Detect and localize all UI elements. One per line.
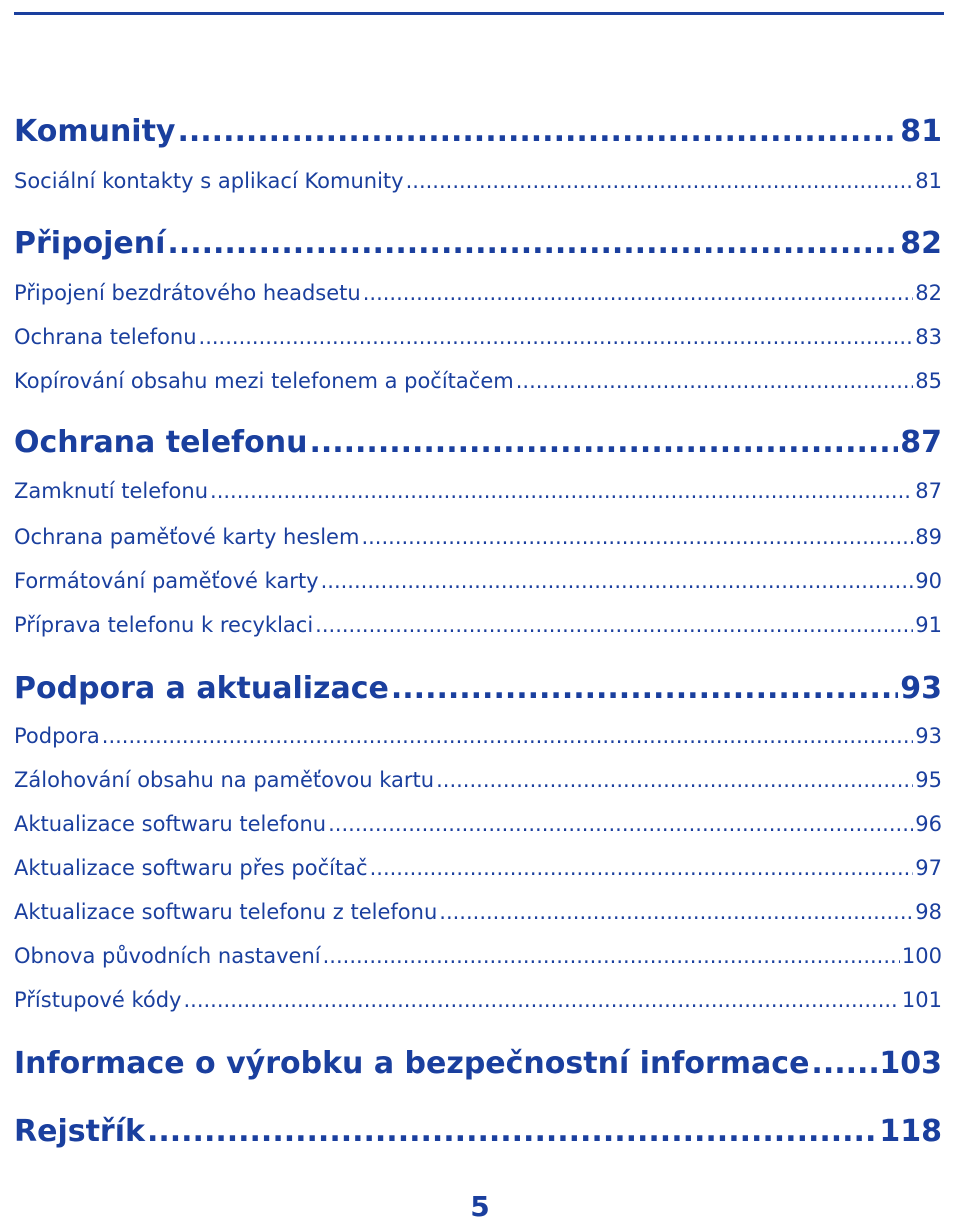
- toc-page: 87: [915, 479, 942, 503]
- leader-dots: [363, 281, 914, 305]
- toc-title: Obnova původních nastavení: [14, 944, 321, 968]
- leader-dots: [177, 114, 898, 149]
- toc-title: Zálohování obsahu na paměťovou kartu: [14, 768, 435, 792]
- toc-title: Aktualizace softwaru telefonu z telefonu: [14, 900, 438, 924]
- toc-heading-podpora-a-aktualizace[interactable]: [14, 671, 942, 706]
- toc-title: Příprava telefonu k recyklaci: [14, 613, 314, 637]
- toc-title: Ochrana telefonu: [14, 425, 308, 460]
- leader-dots: [391, 671, 898, 706]
- toc-entry[interactable]: [14, 856, 942, 880]
- leader-dots: [167, 226, 898, 261]
- toc-page: 91: [915, 613, 942, 637]
- toc-page: 95: [915, 768, 942, 792]
- toc-entry[interactable]: [14, 525, 942, 549]
- toc-entry[interactable]: [14, 479, 942, 503]
- toc-heading-informace-o-vyrobku[interactable]: [14, 1046, 942, 1081]
- toc-title: Podpora a aktualizace: [14, 671, 389, 706]
- leader-dots: [323, 944, 900, 968]
- toc-page: 98: [915, 900, 942, 924]
- toc-page: 81: [915, 169, 942, 193]
- leader-dots: [328, 812, 913, 836]
- leader-dots: [102, 724, 913, 748]
- toc-title: Kopírování obsahu mezi telefonem a počítačem: [14, 369, 514, 393]
- toc-heading-pripojeni[interactable]: [14, 226, 942, 261]
- toc-page: 103: [879, 1046, 942, 1081]
- toc-entry[interactable]: [14, 988, 942, 1012]
- leader-dots: [439, 900, 913, 924]
- toc-entry[interactable]: [14, 613, 942, 637]
- toc-title: Informace o výrobku a bezpečnostní informace: [14, 1046, 810, 1081]
- leader-dots: [210, 479, 913, 503]
- toc-entry[interactable]: [14, 724, 942, 748]
- leader-dots: [811, 1046, 877, 1081]
- toc-page: 83: [915, 325, 942, 349]
- page-number: 5: [470, 1190, 490, 1223]
- toc-entry[interactable]: [14, 369, 942, 393]
- toc-title: Rejstřík: [14, 1114, 145, 1149]
- toc-entry[interactable]: [14, 768, 942, 792]
- toc-page: 101: [901, 988, 942, 1012]
- toc-page: 85: [915, 369, 942, 393]
- toc-page: 87: [900, 425, 942, 460]
- toc-entry[interactable]: [14, 281, 942, 305]
- toc-page: 96: [915, 812, 942, 836]
- toc-entry[interactable]: [14, 944, 942, 968]
- leader-dots: [309, 425, 898, 460]
- toc-heading-rejstrik[interactable]: [14, 1114, 942, 1149]
- toc-title: Sociální kontakty s aplikací Komunity: [14, 169, 404, 193]
- leader-dots: [436, 768, 913, 792]
- toc-title: Aktualizace softwaru telefonu: [14, 812, 327, 836]
- toc-title: Komunity: [14, 114, 176, 149]
- toc-title: Ochrana telefonu: [14, 325, 197, 349]
- leader-dots: [315, 613, 913, 637]
- toc-title: Připojení: [14, 226, 166, 261]
- toc-entry[interactable]: [14, 169, 942, 193]
- toc-title: Zamknutí telefonu: [14, 479, 209, 503]
- toc-page: 93: [900, 671, 942, 706]
- toc-page: 89: [915, 525, 942, 549]
- toc-page: 93: [915, 724, 942, 748]
- leader-dots: [370, 856, 914, 880]
- toc-page: 97: [915, 856, 942, 880]
- leader-dots: [183, 988, 899, 1012]
- toc-title: Ochrana paměťové karty heslem: [14, 525, 360, 549]
- toc-title: Přístupové kódy: [14, 988, 182, 1012]
- toc-entry[interactable]: [14, 569, 942, 593]
- toc-entry[interactable]: [14, 325, 942, 349]
- leader-dots: [321, 569, 914, 593]
- top-rule: [14, 12, 944, 15]
- leader-dots: [516, 369, 914, 393]
- toc-entry[interactable]: [14, 900, 942, 924]
- toc-title: Formátování paměťové karty: [14, 569, 319, 593]
- toc-page: 100: [901, 944, 942, 968]
- leader-dots: [406, 169, 914, 193]
- toc-heading-ochrana-telefonu[interactable]: [14, 425, 942, 460]
- toc-page: 118: [879, 1114, 942, 1149]
- leader-dots: [199, 325, 914, 349]
- toc-page: 82: [915, 281, 942, 305]
- toc-entry[interactable]: [14, 812, 942, 836]
- leader-dots: [147, 1114, 877, 1149]
- toc-title: Aktualizace softwaru přes počítač: [14, 856, 368, 880]
- toc-title: Připojení bezdrátového headsetu: [14, 281, 361, 305]
- toc-page: 90: [915, 569, 942, 593]
- toc-page: 81: [900, 114, 942, 149]
- leader-dots: [361, 525, 913, 549]
- toc-title: Podpora: [14, 724, 100, 748]
- toc-page: 82: [900, 226, 942, 261]
- toc-heading-komunity[interactable]: [14, 114, 942, 149]
